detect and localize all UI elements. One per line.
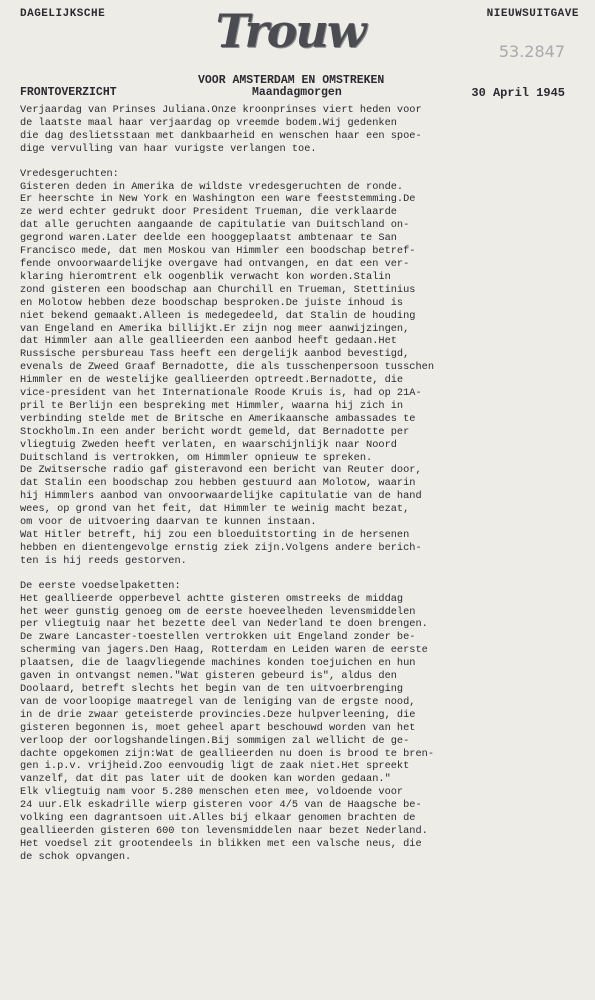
text-line: dat Stalin een boodschap zou hebben gestuurd aan Molotow, waarin — [20, 477, 416, 490]
text-line: dachte opgekomen zijn:Wat de geallieerden nu doen is brood te bren- — [20, 747, 435, 760]
text-line: scherming van jagers.Den Haag, Rotterdam en Leiden waren de eerste — [20, 644, 428, 657]
text-line: klaring hieromtrent elk oogenblik verwacht kon worden.Stalin — [20, 270, 391, 283]
text-line: vice-president van het Internationale Roode Kruis is, had op 21A- — [20, 387, 422, 400]
text-line: Duitschland is vertrokken, om Himmler opnieuw te spreken. — [20, 451, 373, 464]
text-line: Gisteren deden in Amerika de wildste vredesgeruchten de ronde. — [20, 180, 404, 193]
text-line: De zware Lancaster-toestellen vertrokken uit Engeland zonder be- — [20, 631, 416, 644]
text-line: en Molotow hebben deze boodschap besproken.De juiste inhoud is — [20, 296, 404, 309]
text-line: Doolaard, betreft slechts het begin van de ten uitvoerbrenging — [20, 682, 404, 695]
text-line: verloop der oorlogshandelingen.Bij sommigen zal wellicht de ge- — [20, 734, 410, 747]
text-line: wees, op grond van het feit, dat Himmler te weinig macht bezat, — [20, 503, 410, 516]
text-line: Russische persbureau Tass heeft een dergelijk aanbod bevestigd, — [20, 348, 410, 361]
archive-number: 53.2847 — [498, 42, 565, 61]
text-line: gen i.p.v. vrijheid.Zoo eenvoudig ligt de zaak niet.Het spreekt — [20, 760, 410, 773]
text-line: gegrond waren.Later deelde een hooggeplaatst ambtenaar te San — [20, 232, 397, 245]
text-line: hij Himmlers aanbod van onvoorwaardelijke capitulatie van de hand — [20, 490, 422, 503]
text-line: plaatsen, die de laagvliegende machines konden toejuichen en hun — [20, 657, 416, 670]
masthead-title: Trouw — [215, 4, 365, 58]
text-line: volking een dagrantsoen uit.Alles bij elkaar genomen brachten de — [20, 812, 416, 825]
text-line: dat alle geruchten aangaande de capitulatie van Duitschland on- — [20, 219, 410, 232]
text-line: evenals de Zweed Graaf Bernadotte, die als tusschenpersoon tusschen — [20, 361, 435, 374]
text-line: fende onvoorwaardelijke overgave had ontvangen, en dat een ver- — [20, 257, 410, 270]
text-line: ze werd echter gedrukt door President Trueman, die verklaarde — [20, 206, 397, 219]
text-line: vliegtuig Zweden heeft verlaten, en waarschijnlijk naar Noord — [20, 438, 397, 451]
section-label: FRONTOVERZICHT — [20, 86, 117, 99]
text-line: gaven in ontvangst nemen."Wat gisteren gebeurd is", aldus den — [20, 670, 397, 683]
text-line: geallieerden gisteren 600 ton levensmiddelen naar bezet Nederland. — [20, 824, 428, 837]
edition-type-label: NIEUWSUITGAVE — [486, 8, 579, 20]
text-line: Het geallieerde opperbevel achtte gisteren omstreeks de middag — [20, 592, 404, 605]
text-line: vanzelf, dat dit pas later uit de dooken kan worden gedaan." — [20, 773, 391, 786]
text-line: Himmler en de westelijke geallieerden optreedt.Bernadotte, die — [20, 374, 404, 387]
text-line: de laatste maal haar verjaardag op vreemde bodem.Wij gedenken — [20, 116, 397, 129]
section-heading: Vredesgeruchten: — [20, 167, 119, 180]
section-gap — [20, 568, 580, 580]
text-line: gisteren begonnen is, moet geheel apart beschouwd worden van het — [20, 721, 416, 734]
text-line: per vliegtuig naar het bezette deel van Nederland te doen brengen. — [20, 618, 428, 631]
text-line: de schok opvangen. — [20, 850, 132, 863]
text-line: om voor de uitvoering daarvan te kunnen instaan. — [20, 516, 317, 529]
text-line: hebben en dientengevolge ernstig ziek zijn.Volgens andere berich- — [20, 541, 422, 554]
article-body — [20, 104, 580, 864]
text-line: van de voorloopige maatregel van de leniging van de ergste nood, — [20, 695, 416, 708]
text-line: zond gisteren een boodschap aan Churchill en Trueman, Stettinius — [20, 283, 416, 296]
day-label: Maandagmorgen — [252, 86, 342, 99]
text-line: Stockholm.In een ander bericht wordt gemeld, dat Bernadotte per — [20, 425, 410, 438]
issue-date: 30 April 1945 — [471, 86, 565, 100]
text-line: Verjaardag van Prinses Juliana.Onze kroonprinses viert heden voor — [20, 104, 422, 116]
text-line: dat Himmler aan alle geallieerden een aanbod heeft gedaan.Het — [20, 335, 397, 348]
text-line: Wat Hitler betreft, hij zou een bloeduitstorting in de hersenen — [20, 529, 410, 541]
text-line: in de drie zwaar geteisterde provincies.Deze hulpverleening, die — [20, 708, 416, 721]
region-subtitle: VOOR AMSTERDAM EN OMSTREKEN — [198, 74, 385, 87]
text-line: Het voedsel zit grootendeels in blikken met een valsche neus, die — [20, 837, 422, 850]
text-line: Er heerschte in New York en Washington een ware feeststemming.De — [20, 193, 416, 206]
text-line: Elk vliegtuig nam voor 5.280 menschen eten mee, voldoende voor — [20, 786, 404, 799]
text-line: pril te Berlijn een bespreking met Himmler, waarna hij zich in — [20, 399, 404, 412]
edition-label: DAGELIJKSCHE — [20, 8, 106, 20]
text-line: De Zwitsersche radio gaf gisteravond een bericht van Reuter door, — [20, 464, 422, 477]
section-heading: De eerste voedselpaketten: — [20, 579, 181, 592]
text-line: verbinding stelde met de Britsche en Amerikaansche ambassades te — [20, 412, 416, 425]
text-line: van Engeland en Amerika billijkt.Er zijn nog meer aanwijzingen, — [20, 322, 410, 335]
text-line: ten is hij reeds gestorven. — [20, 554, 187, 567]
text-line: 24 uur.Elk eskadrille wierp gisteren voor 4/5 van de Haagsche be- — [20, 799, 422, 812]
text-line: dige vervulling van haar vurigste verlangen toe. — [20, 142, 317, 155]
section-gap — [20, 156, 580, 168]
text-line: Francisco mede, dat men Moskou van Himmler een boodschap betref- — [20, 245, 416, 258]
text-line: die dag deslietsstaan met dankbaarheid en wenschen haar een spoe- — [20, 129, 422, 142]
text-line: het weer gunstig genoeg om de eerste hoeveelheden levensmiddelen — [20, 605, 416, 618]
text-line: niet bekend gemaakt.Alleen is medegedeeld, dat Stalin de houding — [20, 309, 416, 322]
